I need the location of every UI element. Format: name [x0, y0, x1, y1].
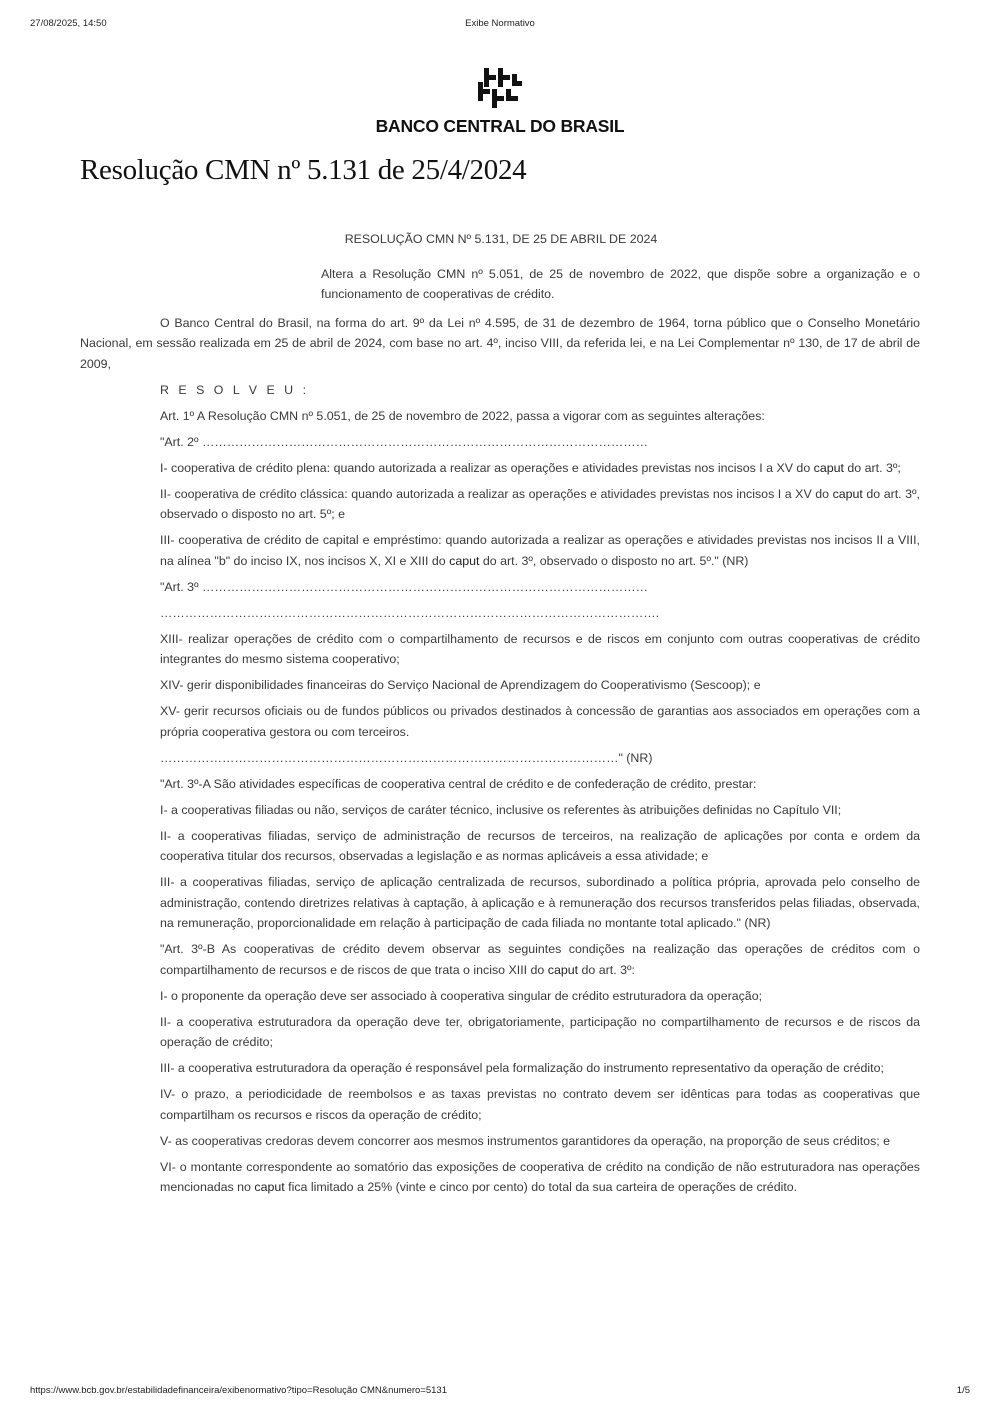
resolve-heading: R E S O L V E U :: [160, 382, 310, 397]
caput-term: caput: [813, 460, 844, 475]
art-3b-inciso-ii: II- a cooperativa estruturadora da operação deve ter, obrigatoriamente, participação no compartilhamento de recursos e de riscos da operação de crédito;: [160, 1014, 920, 1049]
art-2-inciso-iii: III- cooperativa de crédito de capital e empréstimo: quando autorizada a realizar as operações e atividades previstas nos incisos II a VIII, na alínea "b" do inciso IX, nos incisos X, XI e XIII do caput do art. 3º, observado o disposto no art. 5º." (NR): [160, 533, 920, 568]
caput-term: caput: [547, 962, 579, 977]
caput-term: caput: [832, 486, 863, 501]
art-3-inciso-xv: XV- gerir recursos oficiais ou de fundos públicos ou privados destinados à concessão de garantias aos associados em operações com a própria cooperativa gestora ou com terceiros.: [160, 704, 920, 739]
art-3b-inciso-i: I- o proponente da operação deve ser associado à cooperativa singular de crédito estruturadora da operação;: [160, 988, 763, 1003]
art-3b-inciso-vi: VI- o montante correspondente ao somatório das exposições de cooperativa de crédito na condição de não estruturadora nas operações mencionadas no caput fica limitado a 25% (vinte e cinco por cento) do total da sua carteira de operações de crédito.: [160, 1159, 920, 1194]
art-3-header: "Art. 3º ………………………………………………………………………………………………: [160, 579, 649, 594]
art-2-inciso-ii: II- cooperativa de crédito clássica: quando autorizada a realizar as operações e atividades previstas nos incisos I a XV do caput do art. 3º, observado o disposto no art. 5º; e: [160, 486, 921, 521]
preamble: O Banco Central do Brasil, na forma do art. 9º da Lei nº 4.595, de 31 de dezembro de 1964, torna público que o Conselho Monetário Nacional, em sessão realizada em 25 de abril de 2024, com base no art. 4º, inciso VIII, da referida lei, e na Lei Complementar nº 130, de 17 de abril de 2009,: [80, 315, 920, 371]
ementa: Altera a Resolução CMN nº 5.051, de 25 de novembro de 2022, que dispõe sobre a organização e o funcionamento de cooperativas de crédito.: [321, 266, 920, 301]
art-3-inciso-xiii: XIII- realizar operações de crédito com o compartilhamento de recursos e de riscos em conjunto com outras cooperativas de crédito integrantes do mesmo sistema cooperativo;: [160, 631, 920, 666]
bcb-logo-text: BANCO CENTRAL DO BRASIL: [375, 116, 625, 136]
art-3-inciso-xiv: XIV- gerir disponibilidades financeiras do Serviço Nacional de Aprendizagem do Cooperativismo (Sescoop); e: [160, 678, 761, 692]
ellipsis-line: ………………………………………………………………………………………………………….: [160, 605, 660, 620]
art-3b-inciso-iv: IV- o prazo, a periodicidade de reembolsos e as taxas previstas no contrato devem ser idênticas para todas as cooperativas que compartilham os recursos e riscos da operação de crédito;: [160, 1087, 920, 1122]
art-3a-inciso-ii: II- a cooperativas filiadas, serviço de administração de recursos de terceiros, na realização de aplicações por conta e ordem da cooperativa titular dos recursos, observadas a legislação e as normas aplicáveis a essa atividade; e: [160, 828, 920, 863]
art-2-inciso-i: I- cooperativa de crédito plena: quando autorizada a realizar as operações e atividades previstas nos incisos I a XV do caput do art. 3º;: [160, 460, 901, 475]
doc-heading: RESOLUÇÃO CMN Nº 5.131, DE 25 DE ABRIL DE 2024: [344, 232, 658, 246]
print-header: [30, 18, 970, 32]
print-footer: [30, 1385, 970, 1399]
caput-term: caput: [449, 553, 480, 568]
print-page-number: 1/5: [956, 1385, 970, 1396]
print-page-title: Exibe Normativo: [465, 18, 535, 29]
ellipsis-nr-line: …………………………………………………………………………………………………" (NR): [160, 750, 653, 765]
caput-term: caput: [254, 1180, 285, 1194]
bcb-logo: [0, 66, 1000, 137]
art-3a-inciso-i: I- a cooperativas filiadas ou não, serviços de caráter técnico, inclusive os referentes às atribuições definidas no Capítulo VII;: [160, 802, 842, 817]
art-3a-header: "Art. 3º-A São atividades específicas de cooperativa central de crédito e de confederação de crédito, prestar:: [160, 776, 757, 791]
print-url: https://www.bcb.gov.br/estabilidadefinanceira/exibenormativo?tipo=Resolução CMN&numero=5131: [30, 1385, 448, 1396]
article-1: Art. 1º A Resolução CMN nº 5.051, de 25 de novembro de 2022, passa a vigorar com as seguintes alterações:: [160, 408, 765, 423]
art-3b-inciso-iii: III- a cooperativa estruturadora da operação é responsável pela formalização do instrumento representativo da operação de crédito;: [160, 1061, 884, 1075]
art-3b-inciso-v: V- as cooperativas credoras devem concorrer aos mesmos instrumentos garantidores da operação, na proporção de seus créditos; e: [160, 1133, 891, 1148]
bcb-logo-icon: [476, 66, 524, 110]
page-title: Resolução CMN nº 5.131 de 25/4/2024: [80, 154, 527, 186]
art-2-header: "Art. 2º ………………………………………………………………………………………………: [160, 434, 649, 449]
art-3a-inciso-iii: III- a cooperativas filiadas, serviço de aplicação centralizada de recursos, subordinado a política própria, aprovada pelo conselho de administração, contendo diretrizes relativas à captação, à aplicação e à remuneração dos recursos transferidos pelas filiadas, observada, na remuneração, proporcionalidade em relação à participação de cada filiada no montante total aplicado." (NR): [160, 875, 920, 930]
art-3b-header: "Art. 3º-B As cooperativas de crédito devem observar as seguintes condições na realização das operações de créditos com o compartilhamento de recursos e de riscos de que trata o inciso XIII do caput do art. 3º:: [160, 942, 920, 977]
document-body: [80, 229, 920, 1203]
print-datetime: 27/08/2025, 14:50: [30, 18, 107, 29]
